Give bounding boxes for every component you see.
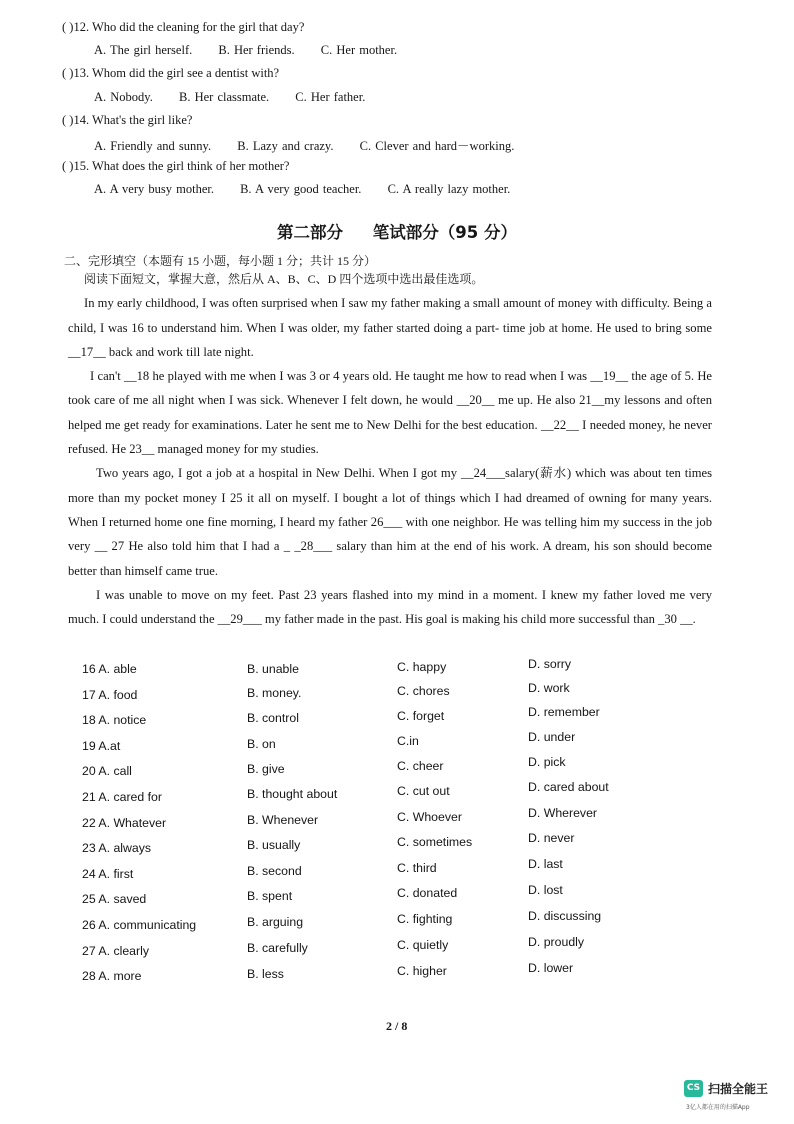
page-number: 2 / 8: [386, 1019, 408, 1033]
choice-c: C. cheer: [397, 759, 444, 773]
passage-paragraph: In my early childhood, I was often surprised when I saw my father making a small amount of money with difficulty. Being a child, I was 16 to understand him. When I was older, my father started doing a part- time job at home. He used to bring some __17__ back and work till late night.: [68, 296, 712, 359]
question-14-stem: ( )14. What's the girl like?: [62, 113, 193, 127]
choice-b: B. control: [247, 711, 299, 725]
choice-b: B. second: [247, 864, 302, 878]
choice-b: B. carefully: [247, 941, 308, 955]
choice-d: D. remember: [528, 705, 600, 719]
watermark-tagline: 3亿人都在用的扫描App: [686, 1104, 750, 1111]
choice-c: C. chores: [397, 684, 450, 698]
choice-c: C. happy: [397, 660, 447, 674]
option: C. Clever and hard－working.: [359, 139, 515, 153]
option: B. Lazy and crazy.: [237, 139, 334, 153]
passage-paragraph: Two years ago, I got a job at a hospital in New Delhi. When I got my __24___salary(薪水) which was about ten times more than my pocket money I 25 it all on myself. I bought a lot of things which I had dreamed of owning for many years. When I returned home one fine morning, I heard my father 26___ with one neighbor. He was telling him my success in the job very __ 27 He also told him that I had a _ _28___ salary than him at the end of his work. A dream, his son should become better than himself came true.: [68, 466, 712, 578]
watermark-name: 扫描全能王: [708, 1082, 769, 1096]
choice-b: B. usually: [247, 838, 301, 852]
choice-c: C. fighting: [397, 912, 453, 926]
choice-d: D. never: [528, 831, 575, 845]
choice-d: D. lower: [528, 961, 574, 975]
option: C. Her mother.: [320, 43, 398, 57]
choice-c: C. cut out: [397, 784, 450, 798]
question-14-options: [94, 136, 536, 154]
choice-a: 22 A. Whatever: [82, 816, 167, 830]
choice-c: C. quietly: [397, 938, 449, 952]
choice-a: 27 A. clearly: [82, 944, 149, 958]
choice-a: 25 A. saved: [82, 892, 147, 906]
question-12-stem: ( )12. Who did the cleaning for the girl that day?: [62, 20, 305, 34]
choice-c: C. third: [397, 861, 437, 875]
choice-d: D. pick: [528, 755, 566, 769]
choice-c: C. donated: [397, 886, 458, 900]
part-heading: [0, 219, 794, 243]
option: A. Nobody.: [94, 90, 153, 104]
question-15-options: [94, 182, 532, 197]
option: A. A very busy mother.: [94, 182, 214, 196]
choice-d: D. discussing: [528, 909, 602, 923]
option: A. Friendly and sunny.: [94, 139, 212, 153]
choice-d: D. Wherever: [528, 806, 598, 820]
question-13-options: [94, 90, 387, 105]
choice-b: B. give: [247, 762, 285, 776]
choice-c: C. forget: [397, 709, 445, 723]
choice-d: D. sorry: [528, 657, 572, 671]
choice-b: B. money.: [247, 686, 302, 700]
choice-b: B. less: [247, 967, 284, 981]
question-15-stem: ( )15. What does the girl think of her mother?: [62, 159, 290, 173]
choice-b: B. on: [247, 737, 276, 751]
choice-b: B. arguing: [247, 915, 304, 929]
choice-a: 21 A. cared for: [82, 790, 162, 804]
passage-paragraph: I was unable to move on my feet. Past 23 years flashed into my mind in a moment. I knew my father loved me very much. I could understand the __29___ my father made in the past. His goal is making his child more successful than _30 __.: [68, 587, 712, 627]
choice-c: C. Whoever: [397, 810, 462, 824]
section-title: 二、完形填空（本题有 15 小题，每小题 1 分；共计 15 分）: [64, 254, 377, 268]
choice-a: 16 A. able: [82, 662, 137, 676]
choice-d: D. work: [528, 681, 570, 695]
choice-a: 28 A. more: [82, 969, 142, 983]
choice-a: 26 A. communicating: [82, 918, 197, 932]
choice-d: D. lost: [528, 883, 563, 897]
choice-a: 24 A. first: [82, 867, 134, 881]
choice-a: 19 A.at: [82, 739, 121, 753]
choice-a: 23 A. always: [82, 841, 152, 855]
choice-c: C. higher: [397, 964, 447, 978]
part-title: 笔试部分（95 分）: [372, 223, 517, 242]
cloze-passage: [68, 267, 712, 631]
choice-a: 20 A. call: [82, 764, 132, 778]
choice-a: 17 A. food: [82, 688, 138, 702]
option: B. A very good teacher.: [240, 182, 362, 196]
question-13-stem: ( )13. Whom did the girl see a dentist with?: [62, 66, 280, 80]
choice-b: B. Whenever: [247, 813, 319, 827]
option: B. Her classmate.: [179, 90, 270, 104]
choice-b: B. unable: [247, 662, 299, 676]
question-12-options: [94, 43, 419, 58]
choice-b: B. spent: [247, 889, 293, 903]
option: A. The girl herself.: [94, 43, 193, 57]
passage-paragraph: I can't __18 he played with me when I was 3 or 4 years old. He taught me how to read when I was __19__ the age of 5. He took care of me all night when I was sick. Whenever I felt down, he would __20__ me up. He also 21__my lessons and often helped me get ready for examinations. Later he sent me to New Delhi for the best education. __22__ I needed money, he never refused. He 23__ managed money for my studies.: [68, 369, 712, 457]
passage-instruction: 阅读下面短文，掌握大意，然后从 A、B、C、D 四个选项中选出最佳选项。: [84, 272, 484, 286]
choice-c: C. sometimes: [397, 835, 473, 849]
choice-c: C.in: [397, 734, 419, 748]
option: C. A really lazy mother.: [387, 182, 511, 196]
choice-a: 18 A. notice: [82, 713, 147, 727]
choice-d: D. under: [528, 730, 576, 744]
choice-d: D. last: [528, 857, 563, 871]
cs-logo-icon: CS: [684, 1080, 703, 1097]
choice-d: D. proudly: [528, 935, 585, 949]
option: C. Her father.: [295, 90, 366, 104]
choice-d: D. cared about: [528, 780, 609, 794]
part-label: 第二部分: [277, 223, 344, 242]
choice-b: B. thought about: [247, 787, 338, 801]
option: B. Her friends.: [218, 43, 295, 57]
